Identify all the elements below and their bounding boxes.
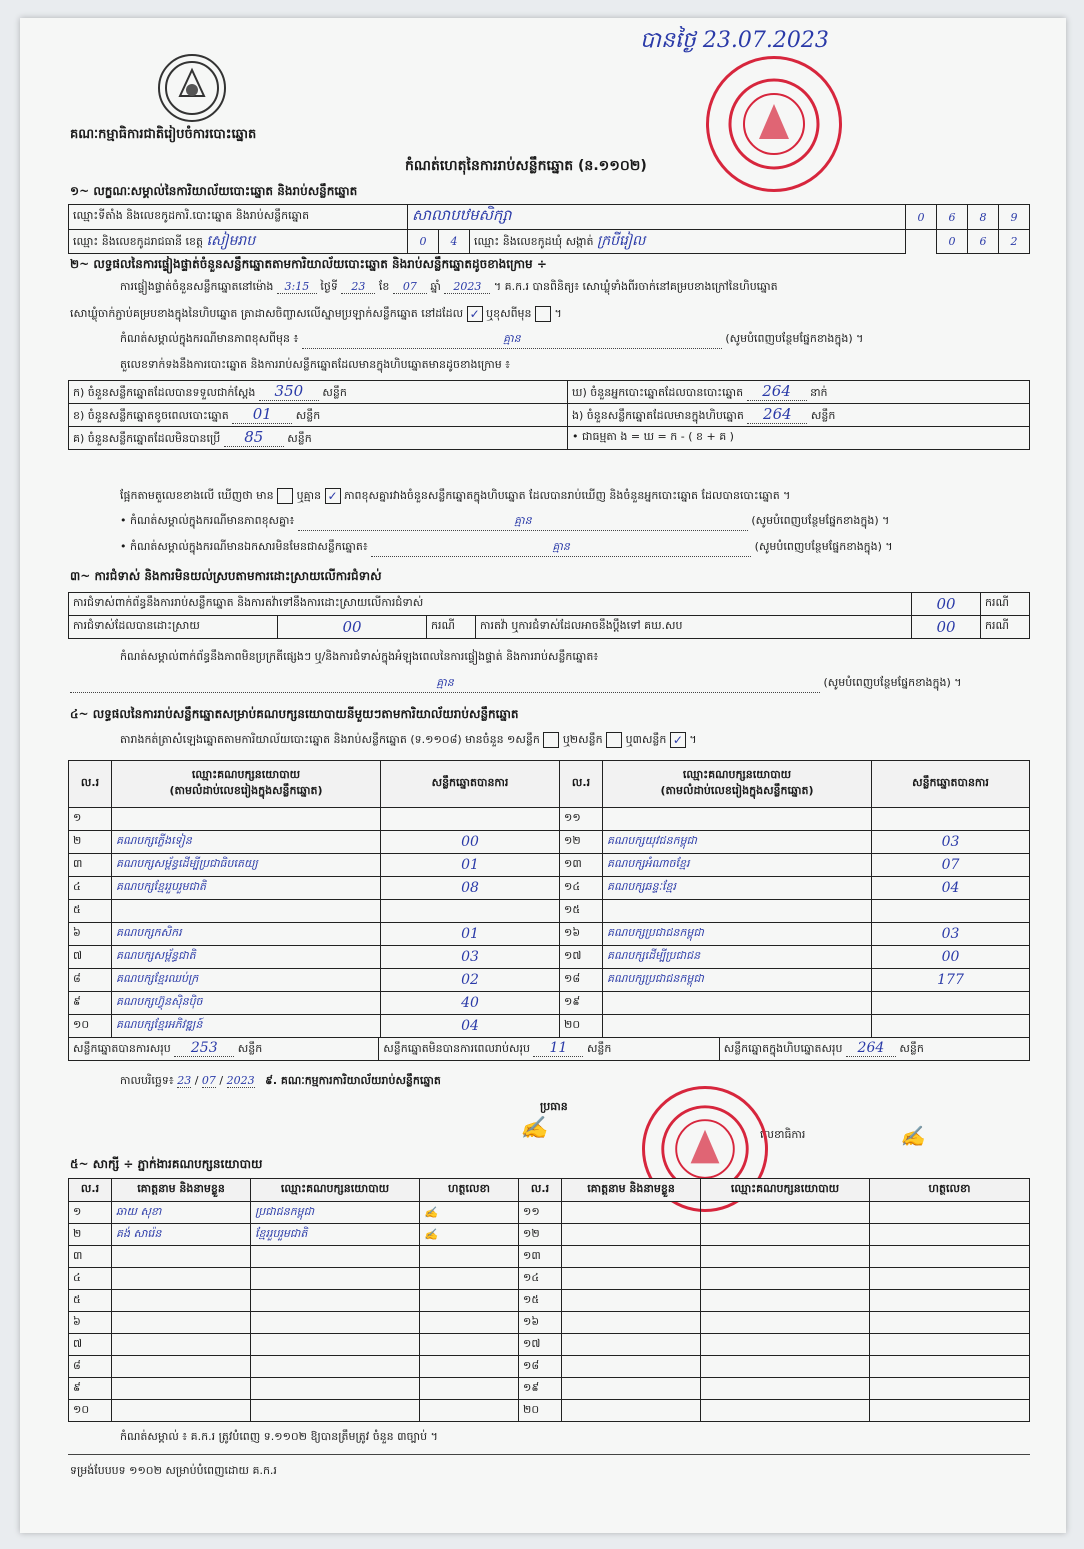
party-name: គណបក្សដើម្បីប្រជាជន: [603, 946, 872, 969]
row-number: ៦: [69, 1312, 112, 1334]
row-number: ១៦: [519, 1312, 562, 1334]
discrepancy-no-checkbox[interactable]: ✓: [325, 488, 341, 504]
witness-name: [562, 1224, 701, 1246]
party-name: គណបក្សឆន្ទៈខ្មែរ: [603, 877, 872, 900]
irregularity-note-line: គ្មាន (សូមបំពេញបន្ថែមផ្នែកខាងក្នុង) ។: [70, 676, 1040, 693]
party-name: គណបក្សប្រជាជនកម្ពុជា: [603, 969, 872, 992]
table-row: [69, 946, 1030, 969]
row-number: ៨: [69, 1356, 112, 1378]
row-number: ១៩: [560, 992, 603, 1015]
witness-party: [251, 1356, 420, 1378]
commune-code-digit: 2: [999, 230, 1030, 254]
row-number: ១០: [69, 1015, 112, 1038]
chair-signature: ✍: [520, 1116, 548, 1141]
changed-checkbox[interactable]: [535, 306, 551, 322]
row-number: ១៥: [519, 1290, 562, 1312]
tally-sheet-line: តារាងកត់ត្រាសំឡេងឆ្នោតតាមការិយាល័យបោះឆ្នោត និងរាប់សន្លឹកឆ្នោត (ទ.១១០៨) មានចំនួន ១សន្លឹក ឬ២សន្លឹក ឬ៣សន្លឹក ✓ ។: [120, 733, 697, 747]
row-number: ១៧: [560, 946, 603, 969]
witness-name: [112, 1356, 251, 1378]
witness-signature: [420, 1378, 519, 1400]
formula: • ជាធម្មតា ង = ឃ = ក - ( ខ + គ ): [568, 427, 1030, 450]
row-number: ២០: [519, 1400, 562, 1422]
witness-name: [562, 1400, 701, 1422]
section3-heading: ៣~ ការជំទាស់ និងការមិនយល់ស្របតាមការដោះស្រាយលើការជំទាស់: [70, 569, 382, 583]
table-row: [69, 1015, 1030, 1038]
committee-label: ៩. គណៈកម្មការការិយាល័យរាប់សន្លឹកឆ្នោត: [265, 1074, 441, 1087]
table-row: [69, 923, 1030, 946]
irregularity-note: កំណត់សម្គាល់ពាក់ព័ន្ធនឹងភាពមិនប្រក្រតីផ្សេងៗ ឬ/និងការជំទាស់ក្នុងអំឡុងពេលនៃការផ្ទៀងផ្ទាត់ និងការរាប់សន្លឹកឆ្នោត៖: [120, 650, 599, 663]
table-row: [69, 1202, 1030, 1224]
lock-check-line: សោឃ្លុំចាក់ភ្ជាប់គម្របខាងក្នុងនៃហិបឆ្នោត ត្រាដាសចិញ្ចាសលើស្នាមប្រឡាក់សន្លឹកឆ្នោត នៅដដែល ✓ ឬខុសពីមុន ។: [70, 307, 562, 321]
non-ballot-note: • កំណត់សម្គាល់ក្នុងករណីមានឯកសារមិនមែនជាសន្លឹកឆ្នោត៖ គ្មាន (សូមបំពេញបន្ថែមផ្នែកខាងក្នុង) ។: [120, 540, 1040, 557]
witness-name: [562, 1356, 701, 1378]
table-row: [69, 808, 1030, 831]
witness-party: [251, 1400, 420, 1422]
date-month: 07: [201, 1074, 216, 1087]
party-votes: [381, 900, 560, 923]
row-number: ២: [69, 1224, 112, 1246]
row-number: ១៥: [560, 900, 603, 923]
table-row: [69, 854, 1030, 877]
row-number: ១៤: [560, 877, 603, 900]
party-name: [603, 900, 872, 923]
witness-party: [251, 1312, 420, 1334]
section4-heading: ៤~ លទ្ធផលនៃការរាប់សន្លឹកឆ្នោតសម្រាប់គណបក្សនយោបាយនីមួយៗតាមការិយាល័យរាប់សន្លឹកឆ្នោត: [70, 707, 519, 721]
party-votes: 00: [381, 831, 560, 854]
table-row: [69, 1334, 1030, 1356]
table-row: [69, 1224, 1030, 1246]
row-number: ៨: [69, 969, 112, 992]
commune-value: ក្របីរៀល: [597, 233, 646, 249]
witness-party: [701, 1246, 870, 1268]
row-number: ១៣: [560, 854, 603, 877]
difference-note-value: គ្មាន: [302, 332, 722, 349]
province-code-digit: 4: [439, 230, 470, 254]
section1-heading: ១~ លក្ខណៈសម្គាល់នៃការិយាល័យបោះឆ្នោត និងរាប់សន្លឹកឆ្នោត: [70, 184, 358, 198]
unchanged-checkbox[interactable]: ✓: [467, 306, 483, 322]
one-sheet-checkbox[interactable]: [543, 732, 559, 748]
witness-party: [251, 1246, 420, 1268]
verification-day: 23: [341, 280, 375, 294]
row-number: ១៨: [519, 1356, 562, 1378]
secretary-label: លេខាធិការ: [760, 1128, 806, 1141]
witness-name: [562, 1334, 701, 1356]
witness-signature: [420, 1290, 519, 1312]
party-votes: 00: [872, 946, 1030, 969]
secretary-signature: ✍: [900, 1124, 925, 1148]
table-row: [69, 1312, 1030, 1334]
table-row: [69, 1268, 1030, 1290]
row-number: ១៩: [519, 1378, 562, 1400]
irregularity-note-value: គ្មាន: [70, 676, 820, 693]
witness-party: [251, 1268, 420, 1290]
row-number: ៧: [69, 1334, 112, 1356]
party-votes: 01: [381, 854, 560, 877]
witness-signature: [870, 1312, 1030, 1334]
org-name: គណៈកម្មាធិការជាតិរៀបចំការបោះឆ្នោត: [70, 127, 257, 142]
witness-signature: [420, 1400, 519, 1422]
party-votes: 08: [381, 877, 560, 900]
commune-code-digit: 6: [968, 230, 999, 254]
appeal-label: ការតវ៉ា ឬការជំទាស់ដែលអាចនឹងប្តឹងទៅ គឃ.សប: [476, 616, 912, 639]
handwritten-date: បានថ្ងៃ 23.07.2023: [640, 28, 829, 53]
totals-row: សន្លឹកឆ្នោតបានការសរុប 253 សន្លឹក សន្លឹកឆ្នោតមិនបានការពេលរាប់សរុប 11 សន្លឹក សន្លឹកឆ្នោតក្នុងហិបឆ្នោតសរុប 264 សន្លឹក: [69, 1038, 1030, 1061]
commune-code-digit: 0: [937, 230, 968, 254]
witness-signature: [870, 1246, 1030, 1268]
discrepancy-line: ផ្អែកតាមតួលេខខាងលើ ឃើញថា មាន ឬគ្មាន ✓ ភាពខុសគ្នារវាងចំនួនសន្លឹកឆ្នោតក្នុងហិបឆ្នោត ដែលបានរាប់ឃើញ និងចំនួនអ្នកបោះឆ្នោត ដែលបានបោះឆ្នោត ។: [120, 489, 791, 503]
spoiled-ballots: 01: [232, 405, 292, 424]
party-votes: 03: [381, 946, 560, 969]
resolved-label: ការជំទាស់ដែលបានដោះស្រាយ: [69, 616, 278, 639]
witness-party: [701, 1356, 870, 1378]
row-number: ១១: [519, 1202, 562, 1224]
row-number: ១: [69, 1202, 112, 1224]
witness-name: [112, 1312, 251, 1334]
party-votes: 01: [381, 923, 560, 946]
witness-name: គង់ សារ៉េន: [112, 1224, 251, 1246]
row-number: ១២: [519, 1224, 562, 1246]
party-votes: 04: [872, 877, 1030, 900]
discrepancy-note: • កំណត់សម្គាល់ក្នុងករណីមានភាពខុសគ្នា៖ គ្មាន (សូមបំពេញបន្ថែមផ្នែកខាងក្នុង) ។: [120, 514, 1040, 531]
row-number: ១: [69, 808, 112, 831]
witness-party: [701, 1312, 870, 1334]
witness-party: [251, 1290, 420, 1312]
location-value: សាលាបឋមសិក្សា: [408, 205, 906, 230]
row-number: ១៨: [560, 969, 603, 992]
province-code-digit: 0: [408, 230, 439, 254]
witness-signature: [870, 1202, 1030, 1224]
witness-signature: [870, 1400, 1030, 1422]
section1-table: [68, 204, 1030, 254]
party-votes: 03: [872, 831, 1030, 854]
total-in-box: 264: [846, 1040, 896, 1057]
witness-name: [112, 1400, 251, 1422]
party-name: [112, 900, 381, 923]
party-votes: 177: [872, 969, 1030, 992]
party-votes: [872, 900, 1030, 923]
verification-line: ការផ្ទៀងផ្ទាត់ចំនួនសន្លឹកឆ្នោតនៅម៉ោង 3:15 ថ្ងៃទី 23 ខែ 07 ឆ្នាំ 2023 ។ គ.ក.រ បានពិនិត្យ៖ សោឃ្លុំទាំងពីរចាក់នៅគម្របខាងក្រៅនៃហិបឆ្នោត: [120, 280, 778, 293]
ballots-in-box: 264: [747, 405, 807, 424]
row-number: ១០: [69, 1400, 112, 1422]
witness-signature: [420, 1246, 519, 1268]
party-name: គណបក្សសម្ព័ន្ធដើម្បីប្រជាធិបតេយ្យ: [112, 854, 381, 877]
party-name: [603, 992, 872, 1015]
commune-label: ឈ្មោះ និងលេខកូដឃុំ សង្កាត់ ក្របីរៀល: [470, 230, 906, 254]
non-ballot-note-value: គ្មាន: [371, 540, 751, 557]
document-page: [20, 18, 1066, 1533]
party-votes: 02: [381, 969, 560, 992]
witness-name: [562, 1312, 701, 1334]
table-row: [69, 900, 1030, 923]
table-row: [69, 831, 1030, 854]
three-sheets-checkbox[interactable]: ✓: [670, 732, 686, 748]
party-votes: 03: [872, 923, 1030, 946]
section5-heading: ៥~ សាក្សី ÷ ភ្នាក់ងារគណបក្សនយោបាយ: [70, 1157, 263, 1171]
difference-note: កំណត់សម្គាល់ក្នុងករណីមានភាពខុសពីមុន ៖ គ្មាន (សូមបំពេញបន្ថែមផ្នែកខាងក្នុង) ។: [120, 332, 1040, 349]
party-name: គណបក្សភ្លើងទៀន: [112, 831, 381, 854]
party-name: [603, 808, 872, 831]
row-number: ២: [69, 831, 112, 854]
witness-party: ប្រជាជនកម្ពុជា: [251, 1202, 420, 1224]
witness-name: [562, 1268, 701, 1290]
party-name: គណបក្សកសិករ: [112, 923, 381, 946]
party-name: គណបក្សខ្មែរអភិវឌ្ឍន៍: [112, 1015, 381, 1038]
party-name: គណបក្សយុវជនកម្ពុជា: [603, 831, 872, 854]
row-number: ៩: [69, 1378, 112, 1400]
verification-year: 2023: [444, 280, 490, 294]
table-row: [69, 1356, 1030, 1378]
witness-signature: ✍: [420, 1224, 519, 1246]
row-number: ១២: [560, 831, 603, 854]
code-digit: 9: [999, 205, 1030, 230]
received-ballots: 350: [259, 382, 319, 401]
witness-party: ខ្មែររួបរួមជាតិ: [251, 1224, 420, 1246]
table-row: [69, 992, 1030, 1015]
witness-signature: [420, 1356, 519, 1378]
discrepancy-note-value: គ្មាន: [298, 514, 748, 531]
witness-party: [251, 1378, 420, 1400]
row-number: ៣: [69, 1246, 112, 1268]
province-value: សៀមរាប: [206, 233, 256, 249]
party-name: គណបក្សសម្ព័ន្ធជាតិ: [112, 946, 381, 969]
witness-name: [112, 1268, 251, 1290]
witness-name: [562, 1202, 701, 1224]
row-number: ៤: [69, 877, 112, 900]
figures-row: ក) ចំនួនសន្លឹកឆ្នោតដែលបានទទួលជាក់ស្តែង 350 សន្លឹក ឃ) ចំនួនអ្នកបោះឆ្នោតដែលបានបោះឆ្នោត 264 នាក់: [69, 381, 1030, 404]
two-sheets-checkbox[interactable]: [606, 732, 622, 748]
date-day: 23: [177, 1074, 192, 1087]
table-row: [69, 1400, 1030, 1422]
party-name: [603, 1015, 872, 1038]
form-id: ទម្រង់បែបបទ ១១០២ សម្រាប់បំពេញដោយ គ.ក.រ: [70, 1464, 277, 1477]
witness-signature: [420, 1268, 519, 1290]
code-digit: 8: [968, 205, 999, 230]
figures-row: ខ) ចំនួនសន្លឹកឆ្នោតខូចពេលបោះឆ្នោត 01 សន្លឹក ង) ចំនួនសន្លឹកឆ្នោតដែលមានក្នុងហិបឆ្នោត 264 សន្លឹក: [69, 404, 1030, 427]
row-number: ១៣: [519, 1246, 562, 1268]
verification-month: 07: [393, 280, 427, 294]
figures-row: គ) ចំនួនសន្លឹកឆ្នោតដែលមិនបានប្រើ 85 សន្លឹក • ជាធម្មតា ង = ឃ = ក - ( ខ + គ ): [69, 427, 1030, 450]
witness-party: [701, 1334, 870, 1356]
unused-ballots: 85: [224, 428, 284, 447]
witness-table: ល.រ គោត្តនាម និងនាមខ្លួន ឈ្មោះគណបក្សនយោបាយ ហត្ថលេខា ល.រ គោត្តនាម និងនាមខ្លួន ឈ្មោះគណបក្សនយោបាយ ហត្ថលេខា ១ ឆាយ សុខា ប្រជាជនកម្ពុជា ✍ ១១ ២ គង់ សារ៉េន ខ្មែររួបរួមជាតិ ✍ ១២ ៣ ១៣ ៤ ១៤ ៥ ១៥ ៦ ១៦ ៧ ១៧ ៨ ១៨ ៩ ១៩ ១០ ២០: [68, 1178, 1030, 1422]
witness-party: [701, 1378, 870, 1400]
figures-table: [68, 380, 1030, 450]
witness-name: [112, 1290, 251, 1312]
witness-name: [562, 1246, 701, 1268]
section2-heading: ២~ លទ្ធផលនៃការផ្ទៀងផ្ទាត់ចំនួនសន្លឹកឆ្នោតតាមការិយាល័យបោះឆ្នោត និងរាប់សន្លឹកឆ្នោតដូចខាងក្រោម ÷: [70, 257, 547, 271]
row-number: ៦: [69, 923, 112, 946]
table-row: [69, 1290, 1030, 1312]
witness-name: [112, 1378, 251, 1400]
party-name: គណបក្សអំណាចខ្មែរ: [603, 854, 872, 877]
witness-signature: [420, 1312, 519, 1334]
discrepancy-yes-checkbox[interactable]: [277, 488, 293, 504]
witness-name: [562, 1378, 701, 1400]
table-row: [69, 877, 1030, 900]
witness-party: [701, 1400, 870, 1422]
witness-party: [701, 1202, 870, 1224]
witness-name: [112, 1334, 251, 1356]
page-title: កំណត់ហេតុនៃការរាប់សន្លឹកឆ្នោត (ន.១១០២): [405, 158, 647, 174]
objections-count: 00: [912, 593, 981, 616]
resolved-count: 00: [278, 616, 427, 639]
witness-signature: [870, 1334, 1030, 1356]
party-votes: [381, 808, 560, 831]
party-votes: 07: [872, 854, 1030, 877]
verification-time: 3:15: [277, 280, 317, 294]
footer-note: កំណត់សម្គាល់ ៖ គ.ក.រ ត្រូវបំពេញ ទ.១១០២ ឱ្យបានត្រឹមត្រូវ ចំនួន ៣ច្បាប់ ។: [120, 1430, 438, 1443]
witness-signature: [870, 1224, 1030, 1246]
date-line: កាលបរិច្ឆេទ៖ 23 / 07 / 2023 ៩. គណៈកម្មការការិយាល័យរាប់សន្លឹកឆ្នោត: [120, 1074, 441, 1087]
party-name: គណបក្សប្រជាជនកម្ពុជា: [603, 923, 872, 946]
figures-intro: តួលេខទាក់ទងនឹងការបោះឆ្នោត និងការរាប់សន្លឹកឆ្នោតដែលមានក្នុងហិបឆ្នោតមានដូចខាងក្រោម ៖: [120, 358, 511, 371]
table-row: [69, 1246, 1030, 1268]
witness-signature: [870, 1268, 1030, 1290]
witness-party: [251, 1334, 420, 1356]
witness-party: [701, 1290, 870, 1312]
table-row: [69, 969, 1030, 992]
row-number: ១៧: [519, 1334, 562, 1356]
witness-signature: [420, 1334, 519, 1356]
objections-label: ការជំទាស់ពាក់ព័ន្ធនឹងការរាប់សន្លឹកឆ្នោត និងការតវ៉ាទៅនឹងការដោះស្រាយលើការជំទាស់: [69, 593, 912, 616]
party-votes: 40: [381, 992, 560, 1015]
chair-label: ប្រធាន: [540, 1100, 568, 1113]
province-label: ឈ្មោះ និងលេខកូដរាជធានី ខេត្ត សៀមរាប: [69, 230, 408, 254]
row-number: ៥: [69, 1290, 112, 1312]
witness-signature: [870, 1290, 1030, 1312]
witness-signature: [870, 1378, 1030, 1400]
witness-name: ឆាយ សុខា: [112, 1202, 251, 1224]
party-votes: [872, 992, 1030, 1015]
row-number: ៣: [69, 854, 112, 877]
party-name: គណបក្សហ៊្វុនស៊ិនប៉ិច: [112, 992, 381, 1015]
code-digit: 0: [906, 205, 937, 230]
row-number: ៥: [69, 900, 112, 923]
party-name: គណបក្សខ្មែរឈប់ក្រ: [112, 969, 381, 992]
location-label: ឈ្មោះទីតាំង និងលេខកូដការិ.បោះឆ្នោត និងរាប់សន្លឹកឆ្នោត: [69, 205, 408, 230]
national-emblem-icon: [158, 54, 226, 122]
party-votes: [872, 1015, 1030, 1038]
party-votes: [872, 808, 1030, 831]
row-number: ១៤: [519, 1268, 562, 1290]
date-year: 2023: [226, 1074, 255, 1087]
row-number: ៧: [69, 946, 112, 969]
voters-count: 264: [747, 382, 807, 401]
total-invalid: 11: [533, 1040, 583, 1057]
row-number: ៤: [69, 1268, 112, 1290]
party-name: គណបក្សខ្មែររួបរួមជាតិ: [112, 877, 381, 900]
row-number: ១១: [560, 808, 603, 831]
row-number: ២០: [560, 1015, 603, 1038]
witness-party: [701, 1224, 870, 1246]
official-seal-icon: [706, 56, 842, 192]
witness-name: [562, 1290, 701, 1312]
table-row: [69, 1378, 1030, 1400]
code-digit: 6: [937, 205, 968, 230]
party-votes: 04: [381, 1015, 560, 1038]
witness-party: [701, 1268, 870, 1290]
row-number: ១៦: [560, 923, 603, 946]
witness-signature: ✍: [420, 1202, 519, 1224]
objections-table: ការជំទាស់ពាក់ព័ន្ធនឹងការរាប់សន្លឹកឆ្នោត និងការតវ៉ាទៅនឹងការដោះស្រាយលើការជំទាស់ 00 ករណី ការជំទាស់ដែលបានដោះស្រាយ 00 ករណី ការតវ៉ា ឬការជំទាស់ដែលអាចនឹងប្តឹងទៅ គឃ.សប 00 ករណី: [68, 592, 1030, 639]
witness-name: [112, 1246, 251, 1268]
row-number: ៩: [69, 992, 112, 1015]
appeal-count: 00: [912, 616, 981, 639]
witness-signature: [870, 1356, 1030, 1378]
party-name: [112, 808, 381, 831]
results-table: ល.រ ឈ្មោះគណបក្សនយោបាយ (តាមលំដាប់លេខរៀងក្នុងសន្លឹកឆ្នោត) សន្លឹកឆ្នោតបានការ ល.រ ឈ្មោះគណបក្សនយោបាយ (តាមលំដាប់លេខរៀងក្នុងសន្លឹកឆ្នោត) សន្លឹកឆ្នោតបានការ ១ ១១ ២ គណបក្សភ្លើងទៀន 00 ១២ គណបក្សយុវជនកម្ពុជា 03 ៣ គណបក្សសម្ព័ន្ធដើម្បីប្រជាធិបតេយ្យ 01 ១៣ គណបក្សអំណាចខ្មែរ 07 ៤ គណបក្សខ្មែររួបរួមជាតិ 08 ១៤ គណបក្សឆន្ទៈខ្មែរ 04 ៥ ១៥ ៦ គណបក្សកសិករ 01 ១៦ គណបក្សប្រជាជនកម្ពុជា 03 ៧ គណបក្សសម្ព័ន្ធជាតិ 03 ១៧ គណបក្សដើម្បីប្រជាជន 00 ៨ គណបក្សខ្មែរឈប់ក្រ 02 ១៨ គណបក្សប្រជាជនកម្ពុជា 177 ៩ គណបក្សហ៊្វុនស៊ិនប៉ិច 40 ១៩ ១០ គណបក្សខ្មែរអភិវឌ្ឍន៍ 04 ២០ សន្លឹកឆ្នោតបានការសរុប 253 សន្លឹក សន្លឹកឆ្នោតមិនបានការពេលរាប់សរុប 11 សន្លឹក សន្លឹកឆ្នោតក្នុងហិបឆ្នោតសរុប 264 សន្លឹក: [68, 760, 1030, 1061]
total-valid: 253: [174, 1040, 234, 1057]
